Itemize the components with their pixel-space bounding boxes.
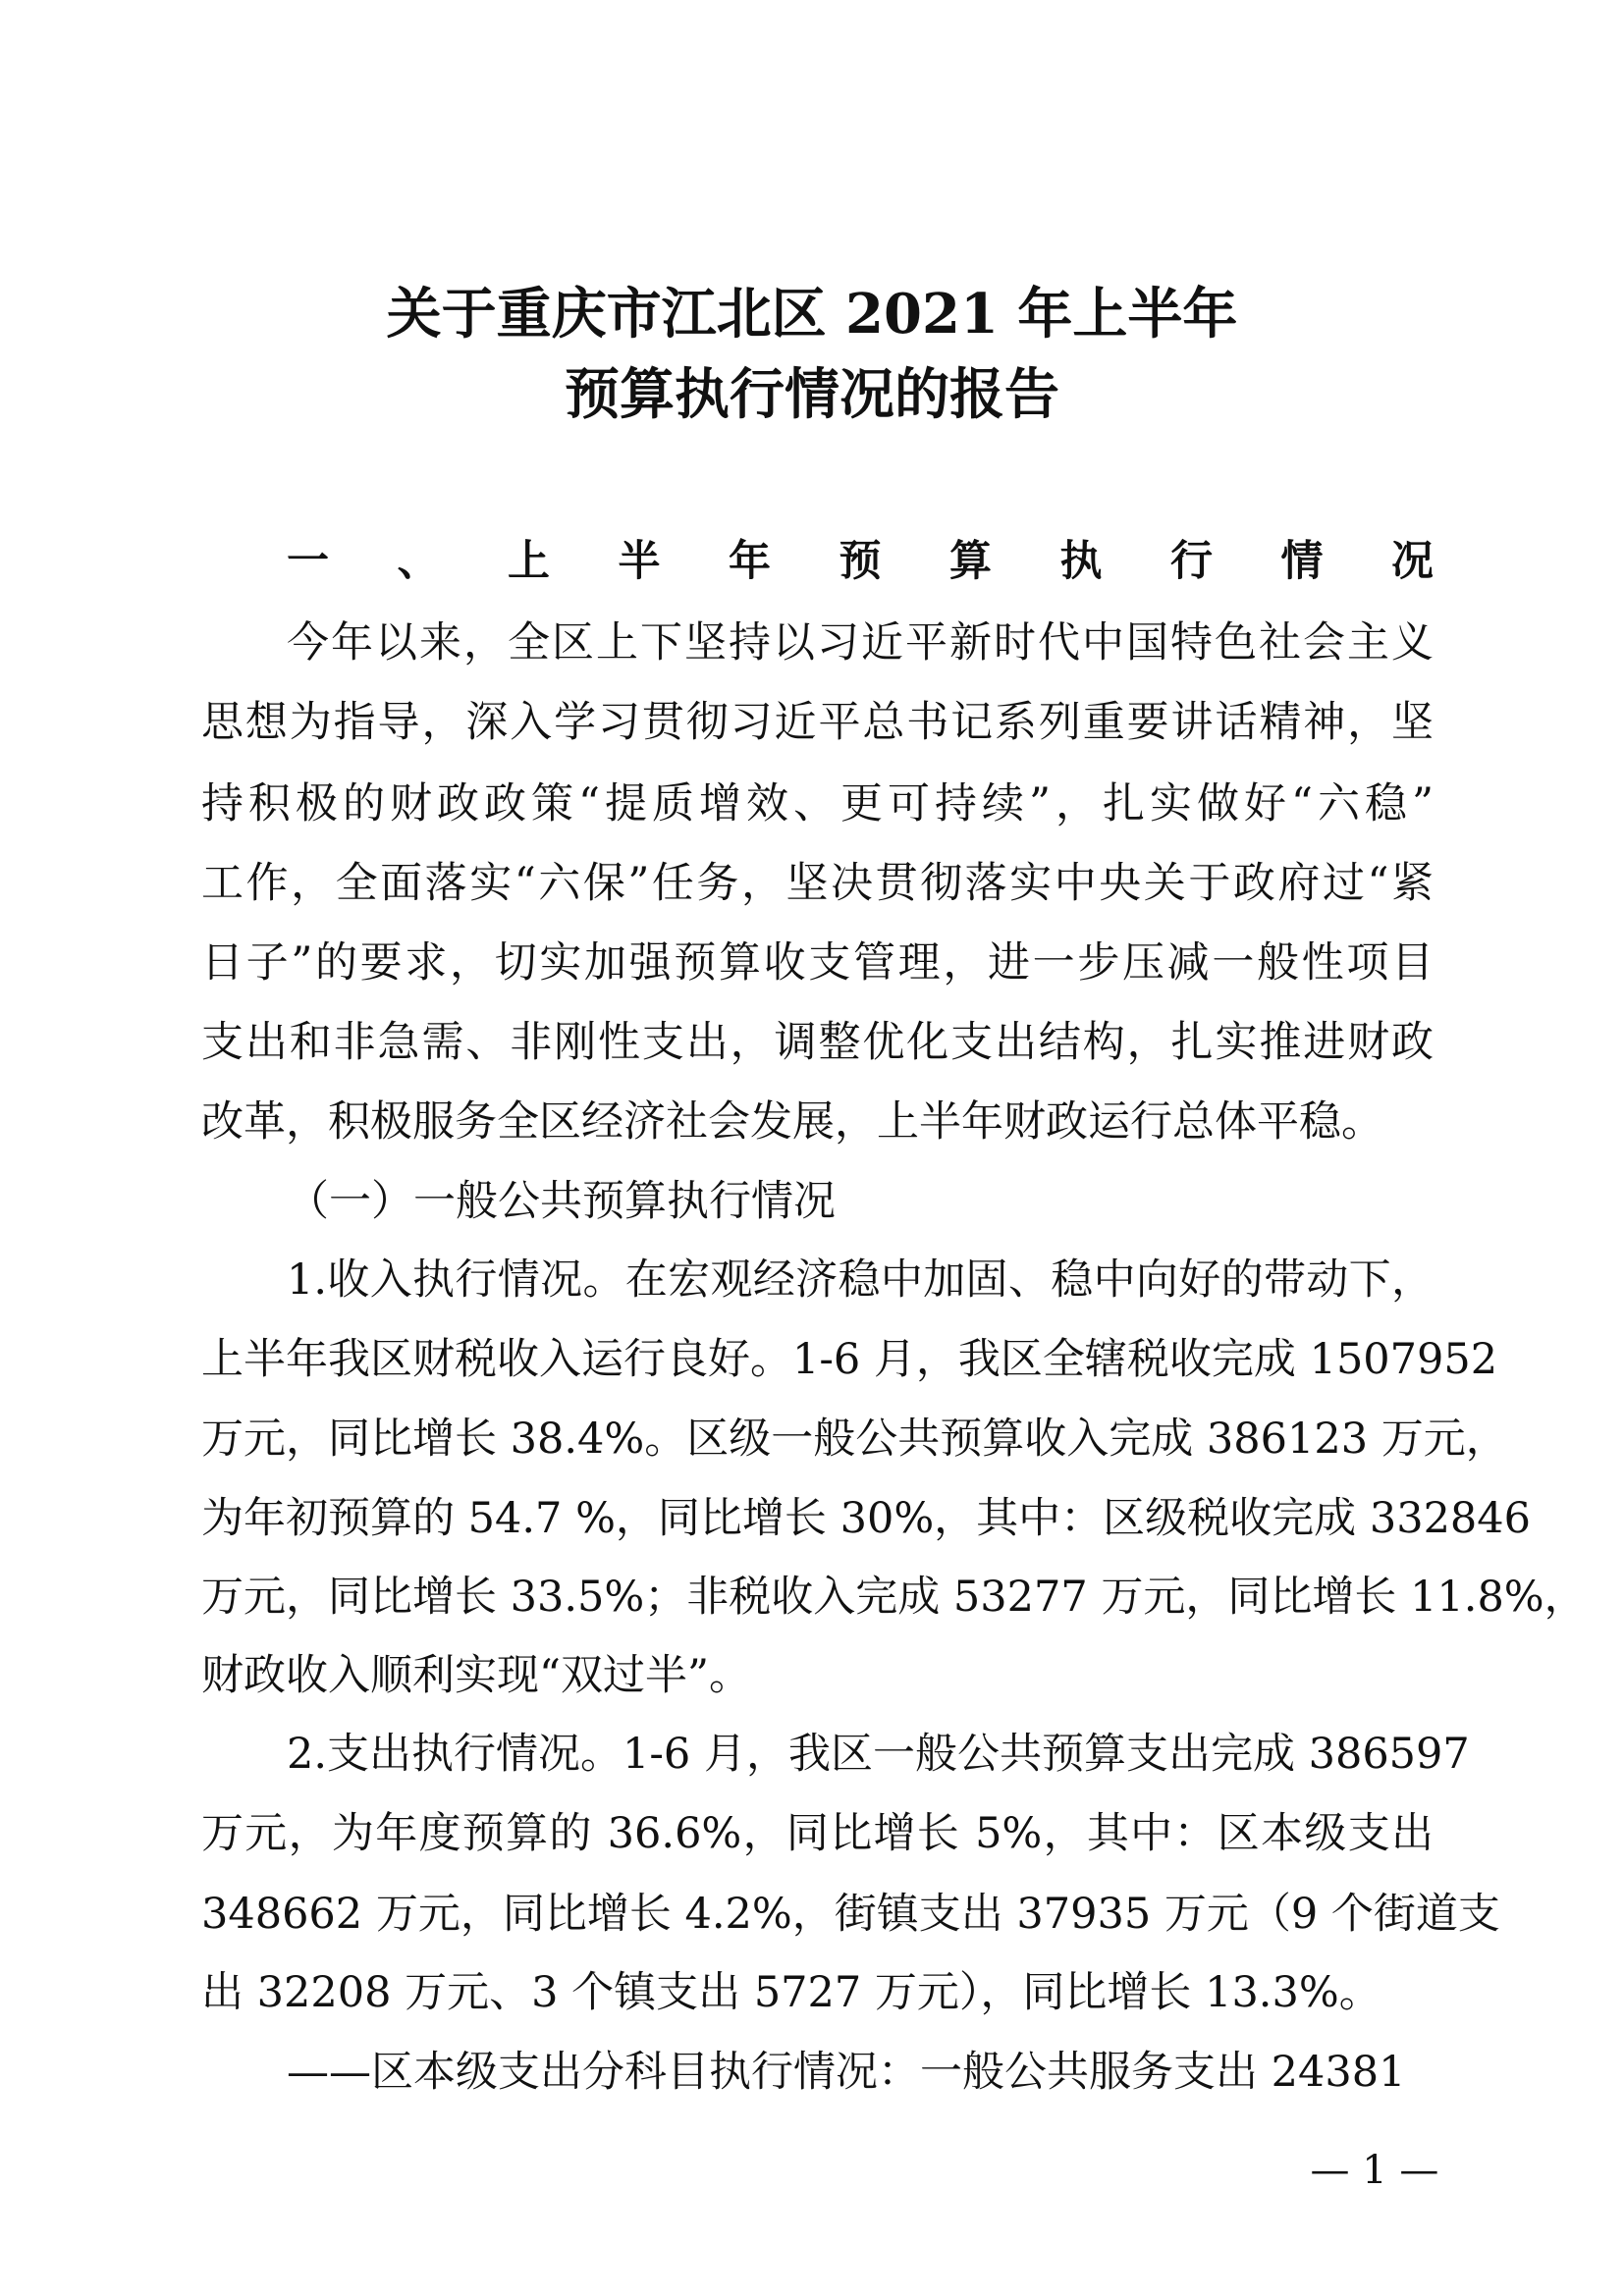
page-number: — 1 —	[1310, 2148, 1439, 2193]
document-title-line-1: 关于重庆市江北区 2021 年上半年	[386, 282, 1238, 347]
paragraph-line: 出 32208 万元、3 个镇支出 5727 万元），同比增长 13.3%。	[201, 1968, 1381, 2017]
paragraph-line: 持积极的财政政策“提质增效、更可持续”，扎实做好“六稳”	[201, 779, 1434, 828]
paragraph-line: 348662 万元，同比增长 4.2%，街镇支出 37935 万元（9 个街道支	[201, 1890, 1500, 1939]
paragraph-line: 日子”的要求，切实加强预算收支管理，进一步压减一般性项目	[201, 938, 1434, 988]
paragraph-line: 1.收入执行情况。在宏观经济稳中加固、稳中向好的带动下，	[287, 1255, 1434, 1305]
paragraph-line: 今年以来，全区上下坚持以习近平新时代中国特色社会主义	[287, 618, 1434, 667]
paragraph-line: 为年初预算的 54.7 %，同比增长 30%，其中：区级税收完成 332846	[201, 1494, 1531, 1543]
paragraph-line: 改革，积极服务全区经济社会发展，上半年财政运行总体平稳。	[201, 1097, 1383, 1147]
paragraph-line: 万元，为年度预算的 36.6%，同比增长 5%，其中：区本级支出	[201, 1809, 1434, 1858]
paragraph-line: 财政收入顺利实现“双过半”。	[201, 1651, 751, 1700]
paragraph-line: 万元，同比增长 38.4%。区级一般公共预算收入完成 386123 万元，	[201, 1415, 1508, 1464]
section-heading: 一、上半年预算执行情况	[287, 537, 1434, 586]
paragraph-line: 支出和非急需、非刚性支出，调整优化支出结构，扎实推进财政	[201, 1018, 1434, 1067]
paragraph-line: 工作，全面落实“六保”任务，坚决贯彻落实中央关于政府过“紧	[201, 859, 1434, 908]
subsection-heading: （一）一般公共预算执行情况	[287, 1177, 836, 1226]
paragraph-line: 思想为指导，深入学习贯彻习近平总书记系列重要讲话精神，坚	[201, 698, 1434, 747]
paragraph-line: 上半年我区财税收入运行良好。1-6 月，我区全辖税收完成 1507952	[201, 1335, 1498, 1384]
document-title-line-2: 预算执行情况的报告	[565, 362, 1059, 427]
paragraph-line: 2.支出执行情况。1-6 月，我区一般公共预算支出完成 386597	[287, 1730, 1470, 1779]
paragraph-line: 万元，同比增长 33.5%；非税收入完成 53277 万元，同比增长 11.8%，	[201, 1573, 1587, 1622]
paragraph-line: ——区本级支出分科目执行情况：一般公共服务支出 24381	[287, 2048, 1406, 2097]
